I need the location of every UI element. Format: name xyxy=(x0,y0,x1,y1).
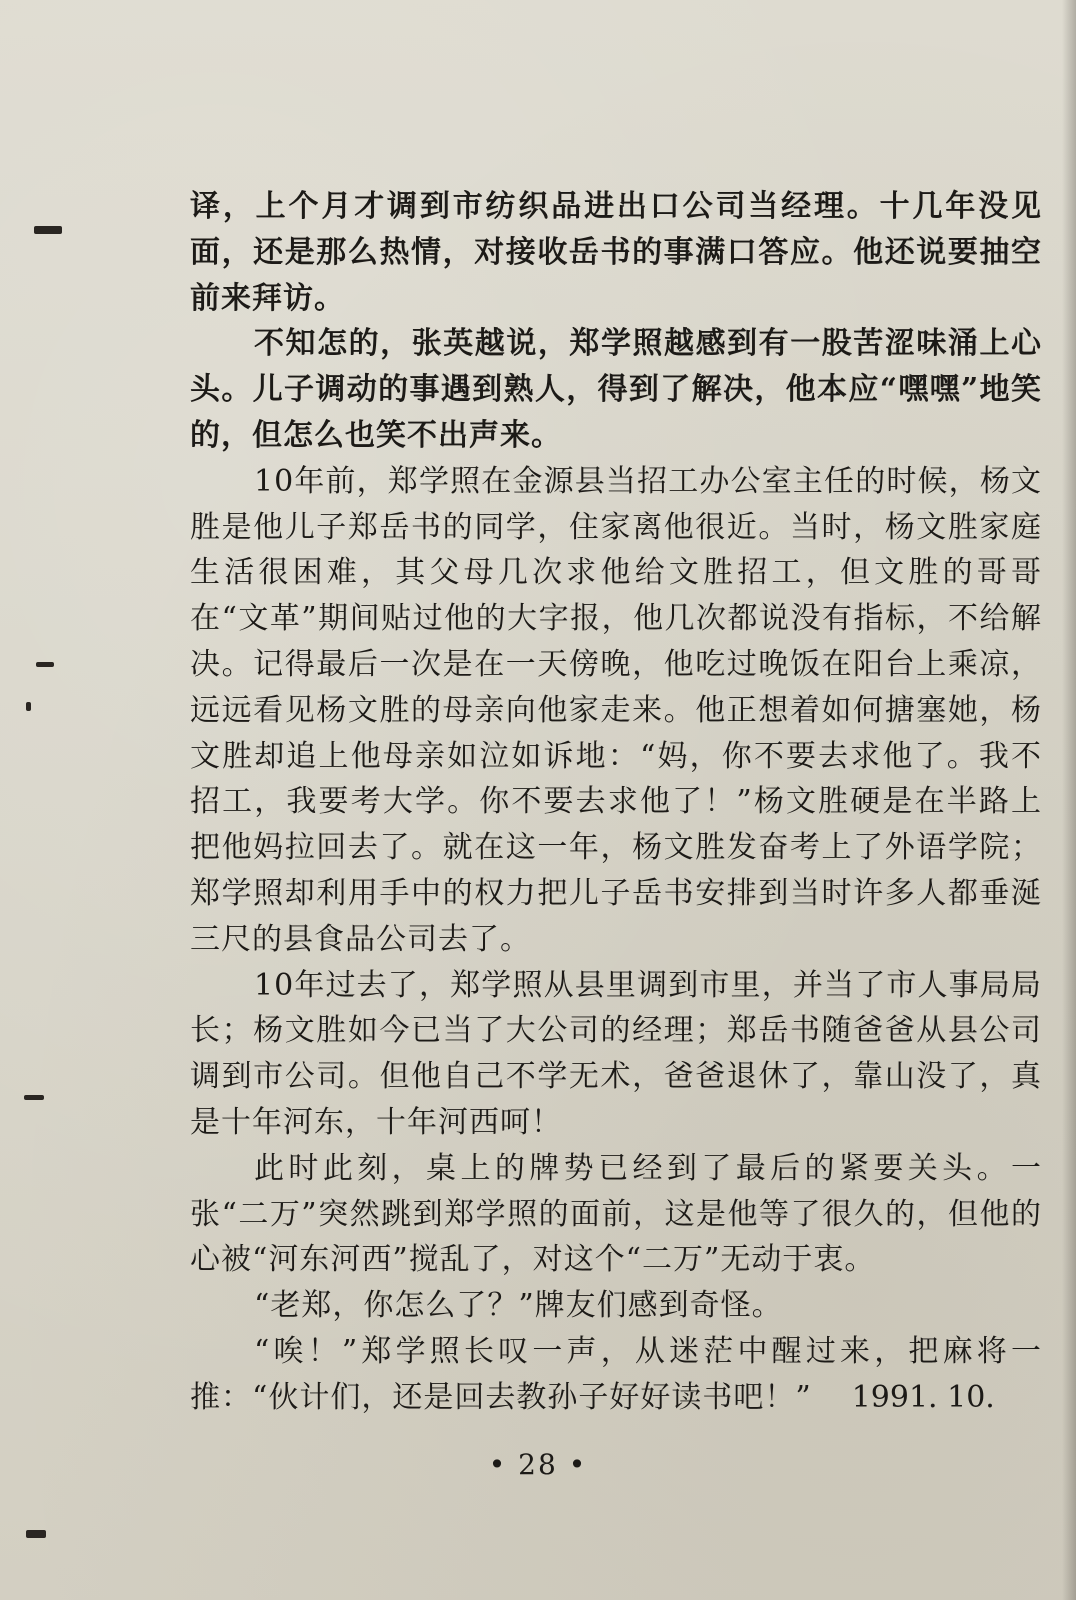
page-edge-shadow xyxy=(1062,0,1076,1600)
margin-mark xyxy=(36,662,54,667)
paragraph: 不知怎的，张英越说，郑学照越感到有一股苦涩味涌上心头。儿子调动的事遇到熟人，得到了解决，他本应“嘿嘿”地笑的，但怎么也笑不出声来。 xyxy=(190,326,1042,453)
margin-mark xyxy=(26,702,31,711)
margin-mark xyxy=(34,226,62,234)
paragraph-text: “唉！”郑学照长叹一声，从迷茫中醒过来，把麻将一推：“伙计们，还是回去教孙子好好读书吧！” xyxy=(190,1333,1042,1415)
date: 1991. 10. xyxy=(851,1379,995,1415)
final-paragraph xyxy=(190,1329,1042,1421)
paragraph: “老郑，你怎么了？”牌友们感到奇怪。 xyxy=(254,1288,783,1324)
paragraph: 此时此刻，桌上的牌势已经到了最后的紧要关头。一张“二万”突然跳到郑学照的面前，这是他等了很久的，但他的心被“河东河西”搅乱了，对这个“二万”无动于衷。 xyxy=(190,1150,1042,1278)
paragraph: 10年过去了，郑学照从县里调到市里，并当了市人事局局长；杨文胜如今已当了大公司的经理；郑岳书随爸爸从县公司调到市公司。但他自己不学无术，爸爸退休了，靠山没了，真是十年河东，十年河西呵！ xyxy=(190,967,1042,1140)
page-number: • 28 • xyxy=(488,1448,588,1481)
margin-mark xyxy=(26,1530,46,1538)
paragraph: 译，上个月才调到市纺织品进出口公司当经理。十几年没见面，还是那么热情，对接收岳书的事满口答应。他还说要抽空前来拜访。 xyxy=(190,189,1042,316)
body-text xyxy=(190,184,1042,1421)
margin-mark xyxy=(24,1095,44,1100)
paragraph: 10年前，郑学照在金源县当招工办公室主任的时候，杨文胜是他儿子郑岳书的同学，住家离他很近。当时，杨文胜家庭生活很困难，其父母几次求他给文胜招工，但文胜的哥哥在“文革”期间贴过他的大字报，他几次都说没有指标，不给解决。记得最后一次是在一天傍晚，他吃过晚饭在阳台上乘凉，远远看见杨文胜的母亲向他家走来。他正想着如何搪塞她，杨文胜却追上他母亲如泣如诉地：“妈，你不要去求他了。我不招工，我要考大学。你不要去求他了！”杨文胜硬是在半路上把他妈拉回去了。就在这一年，杨文胜发奋考上了外语学院；郑学照却利用手中的权力把儿子岳书安排到当时许多人都垂涎三尺的县食品公司去了。 xyxy=(190,463,1042,957)
